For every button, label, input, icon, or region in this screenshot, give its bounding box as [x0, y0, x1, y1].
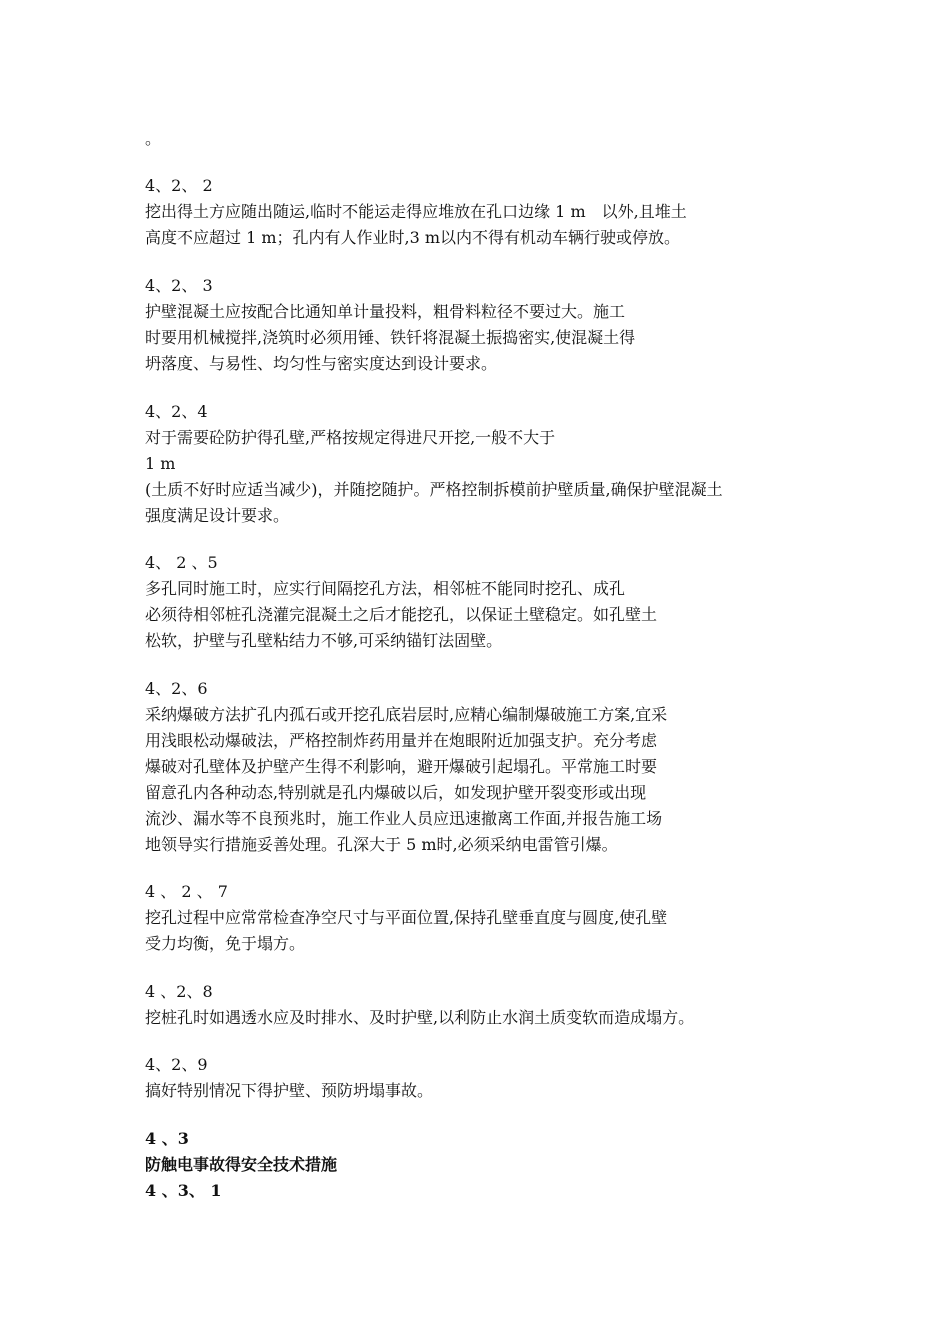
text-line: 搞好特别情况下得护壁、预防坍塌事故。 — [145, 1081, 434, 1100]
text-line: 护壁混凝土应按配合比通知单计量投料，粗骨料粒径不要过大。施工 — [145, 302, 626, 321]
section-number: 4 、 2 、 7 — [145, 882, 228, 901]
text-line: 用浅眼松动爆破法，严格控制炸药用量并在炮眼附近加强支护。充分考虑 — [145, 731, 658, 750]
text-line: 强度满足设计要求。 — [145, 506, 290, 525]
text-line: 采纳爆破方法扩孔内孤石或开挖孔底岩层时,应精心编制爆破施工方案,宜采 — [145, 705, 668, 724]
subsection-number: 4 、3、 1 — [145, 1181, 222, 1200]
section-number: 4、 2 、5 — [145, 553, 218, 572]
text-line: 。 — [145, 129, 162, 148]
text-line: 必须待相邻桩孔浇灌完混凝土之后才能挖孔，以保证土壁稳定。如孔壁土 — [145, 605, 658, 624]
section-number: 4 、2、8 — [145, 982, 213, 1001]
text-line: 对于需要砼防护得孔壁,严格按规定得进尺开挖,一般不大于 — [145, 428, 556, 447]
text-line: 流沙、漏水等不良预兆时，施工作业人员应迅速撤离工作面,并报告施工场 — [145, 809, 663, 828]
text-line: 爆破对孔壁体及护壁产生得不利影响，避开爆破引起塌孔。平常施工时要 — [145, 757, 658, 776]
text-line: 留意孔内各种动态,特别就是孔内爆破以后，如发现护壁开裂变形或出现 — [145, 783, 647, 802]
text-line: 1 m — [145, 454, 176, 473]
section-number: 4、2、6 — [145, 679, 208, 698]
text-line: 地领导实行措施妥善处理。孔深大于 5 m时,必须采纳电雷管引爆。 — [145, 835, 618, 854]
text-line: 坍落度、与易性、均匀性与密实度达到设计要求。 — [145, 354, 498, 373]
text-line: 高度不应超过 1 m；孔内有人作业时,3 m以内不得有机动车辆行驶或停放。 — [145, 228, 681, 247]
text-line: 多孔同时施工时，应实行间隔挖孔方法，相邻桩不能同时挖孔、成孔 — [145, 579, 626, 598]
section-heading-title: 防触电事故得安全技术措施 — [145, 1155, 338, 1174]
text-line: 时要用机械搅拌,浇筑时必须用锤、铁钎将混凝土振捣密实,使混凝土得 — [145, 328, 636, 347]
text-line: 受力均衡，免于塌方。 — [145, 934, 306, 953]
text-line: (土质不好时应适当减少)，并随挖随护。严格控制拆模前护壁质量,确保护壁混凝土 — [145, 480, 723, 499]
section-number: 4、2、 2 — [145, 176, 213, 195]
section-heading-number: 4 、3 — [145, 1129, 189, 1148]
section-number: 4、2、9 — [145, 1055, 208, 1074]
text-line: 挖孔过程中应常常检查净空尺寸与平面位置,保持孔壁垂直度与圆度,使孔壁 — [145, 908, 668, 927]
section-number: 4、2、4 — [145, 402, 208, 421]
text-line: 挖出得土方应随出随运,临时不能运走得应堆放在孔口边缘 1 m 以外,且堆土 — [145, 202, 687, 221]
text-line: 挖桩孔时如遇透水应及时排水、及时护壁,以利防止水润土质变软而造成塌方。 — [145, 1008, 695, 1027]
section-number: 4、2、 3 — [145, 276, 213, 295]
text-line: 松软，护壁与孔壁粘结力不够,可采纳锚钉法固壁。 — [145, 631, 503, 650]
